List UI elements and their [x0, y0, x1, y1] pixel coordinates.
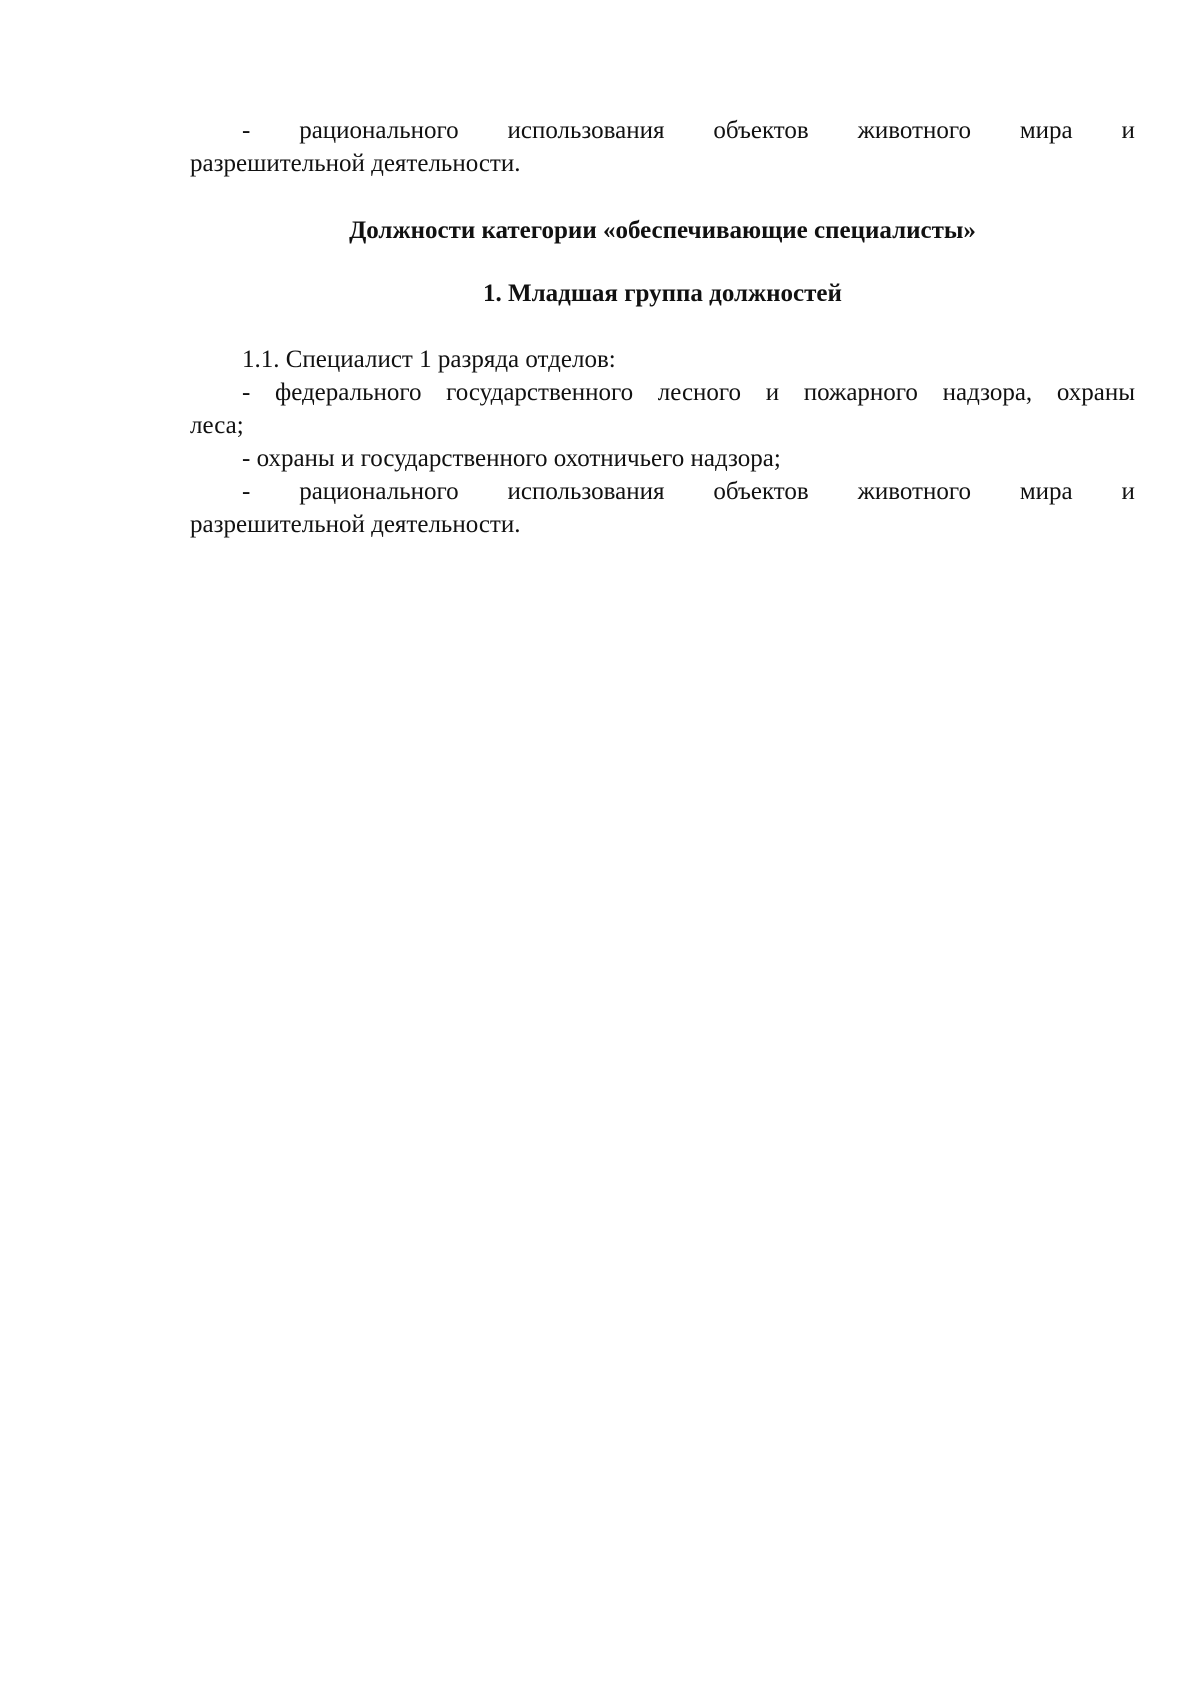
bullet1-line2: леса; — [190, 412, 244, 439]
word: - — [242, 478, 251, 505]
bullet1-line1 — [190, 376, 1135, 409]
group-title: 1. Младшая группа должностей — [483, 280, 842, 307]
word: объектов — [713, 117, 809, 144]
top-paragraph-line2: разрешительной деятельности. — [190, 150, 521, 177]
bullet1-text: - федерального государственного лесного и пожарного надзора, охраны — [242, 379, 1135, 406]
word: рационального — [299, 478, 459, 505]
bullet2: - охраны и государственного охотничьего надзора; — [242, 445, 781, 472]
word: рационального — [299, 117, 459, 144]
word: и — [1121, 478, 1135, 505]
word: животного — [857, 478, 971, 505]
word: животного — [857, 117, 971, 144]
section-title: Должности категории «обеспечивающие специалисты» — [349, 217, 976, 244]
word: мира — [1019, 478, 1073, 505]
bullet3-line2: разрешительной деятельности. — [190, 511, 521, 538]
word: использования — [507, 478, 665, 505]
top-paragraph — [190, 114, 1135, 180]
item-intro: 1.1. Специалист 1 разряда отделов: — [242, 346, 616, 373]
top-paragraph-line1 — [190, 114, 1135, 147]
item-block — [190, 343, 1135, 541]
bullet3-line1 — [190, 475, 1135, 508]
word: мира — [1019, 117, 1073, 144]
word: использования — [507, 117, 665, 144]
word: объектов — [713, 478, 809, 505]
word: - — [242, 117, 251, 144]
word: и — [1121, 117, 1135, 144]
